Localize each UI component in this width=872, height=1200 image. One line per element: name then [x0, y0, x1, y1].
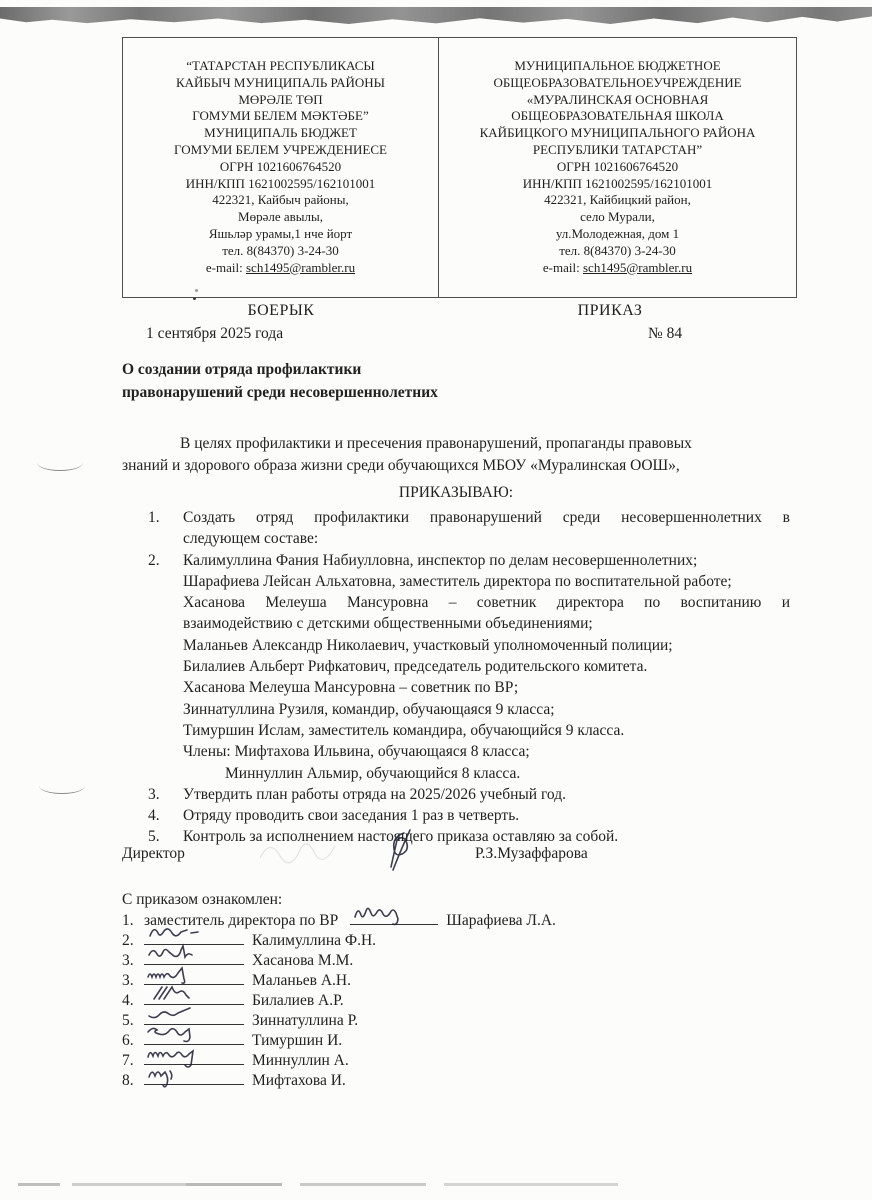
order-preamble: [122, 433, 790, 477]
list-number: 1.: [148, 509, 160, 526]
order-body-line: Маланьев Александр Николаевич, участковый уполномоченный полиции;: [183, 636, 673, 654]
order-body-line: 1. Создать отряд профилактики правонарушений среди несовершеннолетних в: [122, 507, 790, 528]
row-number: 8.: [122, 1072, 134, 1089]
acknowledgement-row: [122, 950, 682, 970]
org-name-line: МУНИЦИПАЛЬ БЮДЖЕТ: [204, 125, 357, 141]
letterhead-right-cell: [439, 38, 796, 297]
org-name-line: КАЙБЫЧ МУНИЦИПАЛЬ РАЙОНЫ: [175, 74, 386, 90]
ogrn-line: ОГРН 1021606764520: [556, 158, 679, 174]
acknowledgement-row: [122, 930, 682, 950]
row-name: Зиннатуллина Р.: [252, 1012, 359, 1029]
address-line: Мөрәле авылы,: [238, 209, 323, 225]
row-name: Билалиев А.Р.: [252, 992, 344, 1009]
row-number: 4.: [122, 992, 134, 1009]
letterhead-table: [122, 37, 797, 298]
row-name: Калимуллина Ф.Н.: [252, 932, 377, 949]
director-role-label: Директор: [122, 845, 185, 862]
row-number: 5.: [122, 1012, 134, 1029]
list-number: 4.: [148, 807, 160, 825]
org-name-line: КАЙБИЦКОГО МУНИЦИПАЛЬНОГО РАЙОНА: [479, 125, 756, 141]
director-signature-row: [122, 845, 790, 863]
scan-artifact-bottom-strip: [18, 1183, 618, 1186]
scan-mark-arc: [39, 778, 85, 794]
acknowledgement-row: [122, 1050, 682, 1070]
row-number: 3.: [122, 972, 134, 989]
row-name: Мифтахова И.: [252, 1072, 346, 1089]
order-body-line: Хасанова Мелеуша Мансуровна – советник по ВР;: [183, 679, 519, 697]
org-name-line: “ТАТАРСТАН РЕСПУБЛИКАСЫ: [186, 58, 375, 73]
row-name: Хасанова М.М.: [252, 952, 354, 969]
row-name: Тимуршин И.: [252, 1032, 343, 1049]
row-number: 1.: [122, 912, 134, 929]
address-line: село Мурали,: [580, 209, 655, 225]
address-line: 422321, Кайбыч районы,: [212, 192, 349, 208]
email-label: e-mail:: [205, 259, 246, 275]
inn-kpp-line: ИНН/КПП 1621002595/162101001: [522, 175, 713, 191]
phone-line: тел. 8(84370) 3-24-30: [559, 242, 676, 258]
acknowledgement-row: [122, 910, 682, 930]
order-body: [122, 507, 790, 848]
director-name: Р.З.Музаффарова: [475, 845, 588, 862]
order-body-line: 2. Калимуллина Фания Набиулловна, инспектор по делам несовершеннолетних;: [122, 550, 790, 571]
address-line: 422321, Кайбицкий район,: [544, 192, 691, 208]
org-name-line: МУНИЦИПАЛЬНОЕ БЮДЖЕТНОЕ: [514, 58, 721, 73]
org-name-line: РЕСПУБЛИКИ ТАТАРСТАН”: [532, 141, 703, 157]
order-body-line: 5. Контроль за исполнением настоящего приказа оставляю за собой.: [122, 826, 790, 847]
org-name-line: «МУРАЛИНСКАЯ ОСНОВНАЯ: [526, 91, 709, 107]
acknowledgement-row: [122, 1070, 682, 1090]
order-title-russian: ПРИКАЗ: [577, 302, 643, 319]
acknowledgement-row: [122, 1030, 682, 1050]
preamble-line: В целях профилактики и пресечения правонарушений, пропаганды правовых: [180, 435, 692, 452]
email-line: [123, 260, 438, 277]
subject-line: правонарушений среди несовершеннолетних: [122, 384, 438, 401]
phone-line: тел. 8(84370) 3-24-30: [222, 242, 339, 258]
org-name-line: ОБЩЕОБРАЗОВАТЕЛЬНАЯ ШКОЛА: [511, 108, 724, 124]
order-body-line: следующем составе:: [183, 530, 319, 548]
scan-mark-arc: [37, 455, 83, 471]
order-date: 1 сентября 2025 года: [146, 325, 284, 342]
order-body-line: взаимодействию с детскими общественными объединениями;: [183, 615, 593, 633]
row-name: Шарафиева Л.А.: [446, 912, 556, 929]
order-body-line: 4. Отряду проводить свои заседания 1 раз в четверть.: [122, 805, 790, 826]
org-name-line: ГОМУМИ БЕЛЕМ МӘКТӘБЕ”: [192, 108, 369, 124]
list-number: 2.: [148, 551, 160, 569]
order-body-line: Хасанова Мелеуша Мансуровна – советник директора по воспитанию и: [183, 594, 790, 612]
acknowledgement-row: [122, 990, 682, 1010]
acknowledgement-row: [122, 1010, 682, 1030]
order-body-line: Миннуллин Альмир, обучающийся 8 класса.: [225, 764, 521, 782]
row-name: Миннуллин А.: [252, 1052, 349, 1069]
order-body-line: Члены: Мифтахова Ильвина, обучающаяся 8 класса;: [183, 743, 530, 761]
order-body-line: Билалиев Альберт Рифкатович, председатель родительского комитета.: [183, 658, 648, 676]
order-body-line: Тимуршин Ислам, заместитель командира, обучающийся 9 класса.: [183, 721, 625, 739]
row-name: Маланьев А.Н.: [252, 972, 351, 989]
preamble-line: знаний и здорового образа жизни среди обучающихся МБОУ «Муралинская ООШ»,: [122, 457, 680, 474]
signature-icon: [352, 903, 408, 929]
subject-line: О создании отряда профилактики: [122, 361, 362, 378]
acknowledgement-heading: С приказом ознакомлен:: [122, 891, 283, 908]
row-number: 2.: [122, 932, 134, 949]
email-label: e-mail:: [542, 259, 583, 275]
email-address: sch1495@rambler.ru: [582, 259, 693, 275]
ogrn-line: ОГРН 1021606764520: [219, 158, 342, 174]
acknowledgement-row: [122, 970, 682, 990]
address-line: ул.Молодежная, дом 1: [555, 225, 680, 241]
order-number: № 84: [648, 325, 683, 342]
address-line: Яшьләр урамы,1 нче йорт: [208, 225, 353, 241]
row-number: 7.: [122, 1052, 134, 1069]
order-title-tatar: БОЕРЫК: [247, 302, 315, 319]
letterhead-left-cell: [123, 38, 439, 297]
order-body-line: Зиннатуллина Рузиля, командир, обучающаяся 9 класса;: [183, 700, 555, 718]
row-number: 6.: [122, 1032, 134, 1049]
email-line: [439, 260, 796, 277]
org-name-line: ОБЩЕОБРАЗОВАТЕЛЬНОЕУЧРЕЖДЕНИЕ: [493, 74, 742, 90]
scan-artifact-top-strip: [0, 7, 872, 24]
order-body-line: 3. Утвердить план работы отряда на 2025/2026 учебный год.: [122, 784, 790, 805]
resolution-heading: ПРИКАЗЫВАЮ:: [398, 484, 514, 501]
email-address: sch1495@rambler.ru: [245, 259, 356, 275]
signature-line: [144, 1070, 244, 1085]
org-name-line: МӨРӘЛЕ ТӨП: [238, 91, 323, 107]
list-number: 5.: [148, 828, 160, 846]
signature-icon: [146, 1063, 202, 1089]
org-name-line: ГОМУМИ БЕЛЕМ УЧРЕЖДЕНИЕСЕ: [174, 141, 387, 157]
signature-icon: [378, 827, 424, 873]
row-number: 3.: [122, 952, 134, 969]
order-subject: [122, 358, 438, 404]
order-body-line: Шарафиева Лейсан Альхатовна, заместитель директора по воспитательной работе;: [183, 572, 732, 590]
row-label: заместитель директора по ВР: [144, 912, 339, 929]
acknowledgement-list: [122, 910, 682, 1090]
list-number: 3.: [148, 785, 160, 803]
signature-line: [350, 910, 438, 925]
inn-kpp-line: ИНН/КПП 1621002595/162101001: [185, 175, 376, 191]
